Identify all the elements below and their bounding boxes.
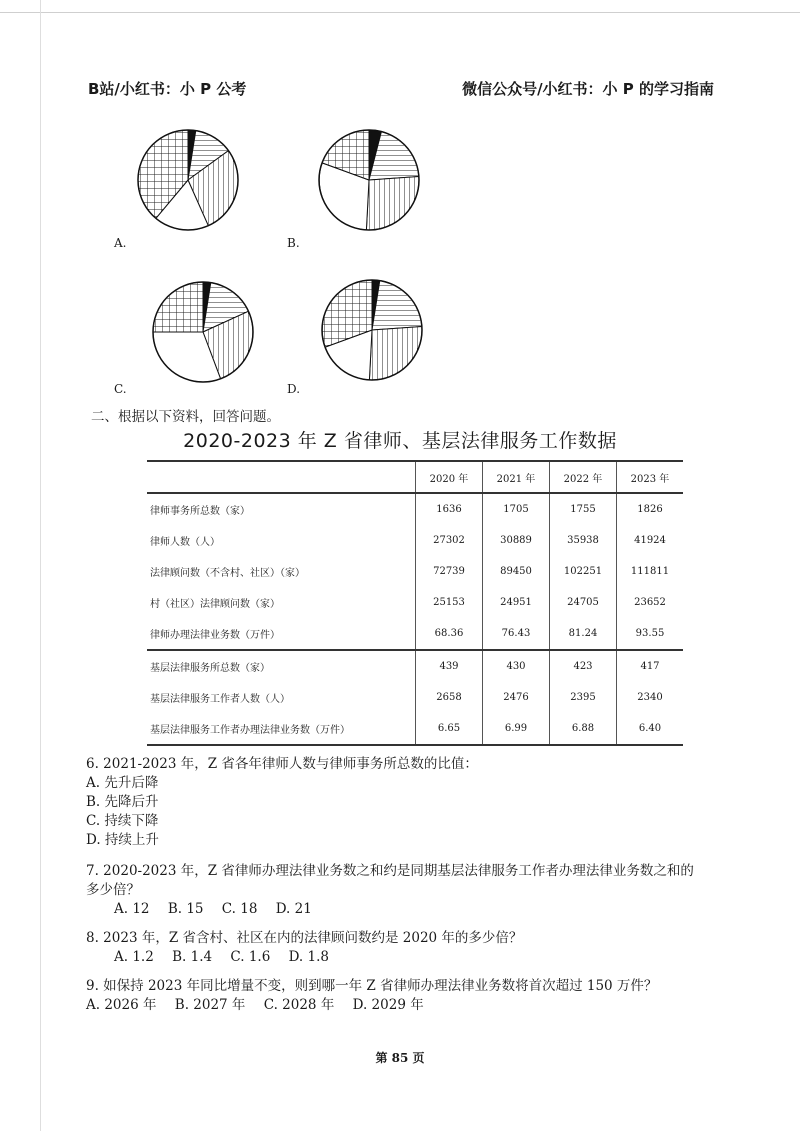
- year-header: 2020 年: [416, 461, 483, 493]
- cell-value: 25153: [416, 587, 483, 618]
- row-label: 基层法律服务工作者人数（人）: [150, 694, 290, 705]
- question-7-stem-line1: 7. 2020-2023 年，Z 省律师办理法律业务数之和约是同期基层法律服务工作者办理法律业务数之和的: [86, 863, 694, 879]
- cell-value: 2340: [617, 682, 684, 713]
- cell-value: 27302: [416, 525, 483, 556]
- table-row: [147, 618, 683, 650]
- table-row: [147, 682, 683, 713]
- question-8-option-d: D. 1.8: [288, 949, 329, 965]
- cell-value: 102251: [550, 556, 617, 587]
- cell-value: 111811: [617, 556, 684, 587]
- scan-edge-top: [0, 12, 800, 13]
- table-header-row: [147, 461, 683, 493]
- question-8-stem: 8. 2023 年，Z 省含村、社区在内的法律顾问数约是 2020 年的多少倍？: [86, 930, 523, 946]
- question-6-stem: 6. 2021-2023 年，Z 省各年律师人数与律师事务所总数的比值：: [86, 756, 478, 772]
- table-row: [147, 650, 683, 682]
- question-9-option-d: D. 2029 年: [352, 997, 424, 1013]
- cell-value: 1826: [617, 493, 684, 525]
- question-6-option-c: C. 持续下降: [86, 813, 159, 829]
- question-7-options: [86, 900, 694, 919]
- cell-value: 6.99: [483, 713, 550, 745]
- table-row: [147, 525, 683, 556]
- header-left: B站/小红书：小 P 公考: [88, 80, 247, 98]
- question-9-option-a: A. 2026 年: [86, 997, 157, 1013]
- cell-value: 2658: [416, 682, 483, 713]
- table-row: [147, 556, 683, 587]
- cell-value: 35938: [550, 525, 617, 556]
- question-8-options: [86, 948, 522, 967]
- question-7-option-c: C. 18: [221, 901, 258, 917]
- row-label: 基层法律服务工作者办理法律业务数（万件）: [147, 713, 416, 745]
- cell-value: 1705: [483, 493, 550, 525]
- row-label: 基层法律服务所总数（家）: [147, 650, 416, 682]
- table-row: [147, 493, 683, 525]
- question-9-options: [86, 996, 657, 1015]
- cell-value: 76.43: [483, 618, 550, 650]
- pie-chart-b: [314, 125, 424, 235]
- pie-chart-d: [317, 275, 427, 385]
- question-9-option-b: B. 2027 年: [174, 997, 246, 1013]
- cell-value: 6.40: [617, 713, 684, 745]
- question-6-option-d: D. 持续上升: [86, 832, 159, 848]
- header-right: 微信公众号/小红书：小 P 的学习指南: [462, 80, 714, 98]
- question-9-option-c: C. 2028 年: [263, 997, 335, 1013]
- pie-label-c: C.: [114, 382, 127, 396]
- question-8-option-b: B. 1.4: [172, 949, 213, 965]
- cell-value: 423: [550, 650, 617, 682]
- pie-label-a: A.: [114, 236, 127, 250]
- cell-value: 24951: [483, 587, 550, 618]
- table-corner: [147, 461, 416, 493]
- question-6-option-a: A. 先升后降: [86, 775, 159, 791]
- pie-label-b: B.: [287, 236, 300, 250]
- row-label: 律师人数（人）: [150, 537, 220, 548]
- cell-value: 430: [483, 650, 550, 682]
- page-number: 第 85 页: [375, 1051, 425, 1065]
- question-7: [86, 862, 694, 919]
- cell-value: 93.55: [617, 618, 684, 650]
- year-header: 2023 年: [617, 461, 684, 493]
- cell-value: 24705: [550, 587, 617, 618]
- cell-value: 30889: [483, 525, 550, 556]
- cell-value: 89450: [483, 556, 550, 587]
- cell-value: 72739: [416, 556, 483, 587]
- data-table: [147, 460, 683, 746]
- question-7-stem-line2: 多少倍？: [86, 882, 140, 898]
- question-7-option-b: B. 15: [167, 901, 204, 917]
- cell-value: 1755: [550, 493, 617, 525]
- cell-value: 1636: [416, 493, 483, 525]
- question-7-option-a: A. 12: [114, 901, 150, 917]
- pie-chart-a: [133, 125, 243, 235]
- question-6: [86, 755, 478, 850]
- row-label: 律师办理法律业务数（万件）: [150, 630, 280, 641]
- year-header: 2021 年: [483, 461, 550, 493]
- question-7-option-d: D. 21: [275, 901, 312, 917]
- cell-value: 68.36: [416, 618, 483, 650]
- pie-chart-c: [148, 277, 258, 387]
- question-8-option-a: A. 1.2: [114, 949, 154, 965]
- row-label: 村（社区）法律顾问数（家）: [150, 599, 280, 610]
- question-9: [86, 977, 657, 1015]
- cell-value: 6.88: [550, 713, 617, 745]
- scan-edge-left: [40, 0, 41, 1131]
- cell-value: 417: [617, 650, 684, 682]
- year-header: 2022 年: [550, 461, 617, 493]
- pie-label-d: D.: [287, 382, 301, 396]
- cell-value: 439: [416, 650, 483, 682]
- cell-value: 81.24: [550, 618, 617, 650]
- row-label: 律师事务所总数（家）: [150, 506, 250, 517]
- section-intro: 二、根据以下资料，回答问题。: [91, 409, 280, 425]
- cell-value: 23652: [617, 587, 684, 618]
- question-6-option-b: B. 先降后升: [86, 794, 159, 810]
- question-9-stem: 9. 如保持 2023 年同比增量不变，则到哪一年 Z 省律师办理法律业务数将首次超过 150 万件？: [86, 978, 658, 994]
- table-row: [147, 713, 683, 745]
- cell-value: 41924: [617, 525, 684, 556]
- table-title: 2020-2023 年 Z 省律师、基层法律服务工作数据: [183, 430, 617, 452]
- cell-value: 6.65: [416, 713, 483, 745]
- cell-value: 2476: [483, 682, 550, 713]
- question-8-option-c: C. 1.6: [230, 949, 271, 965]
- question-8: [86, 929, 522, 967]
- row-label: 法律顾问数（不含村、社区）（家）: [150, 568, 305, 579]
- cell-value: 2395: [550, 682, 617, 713]
- table-row: [147, 587, 683, 618]
